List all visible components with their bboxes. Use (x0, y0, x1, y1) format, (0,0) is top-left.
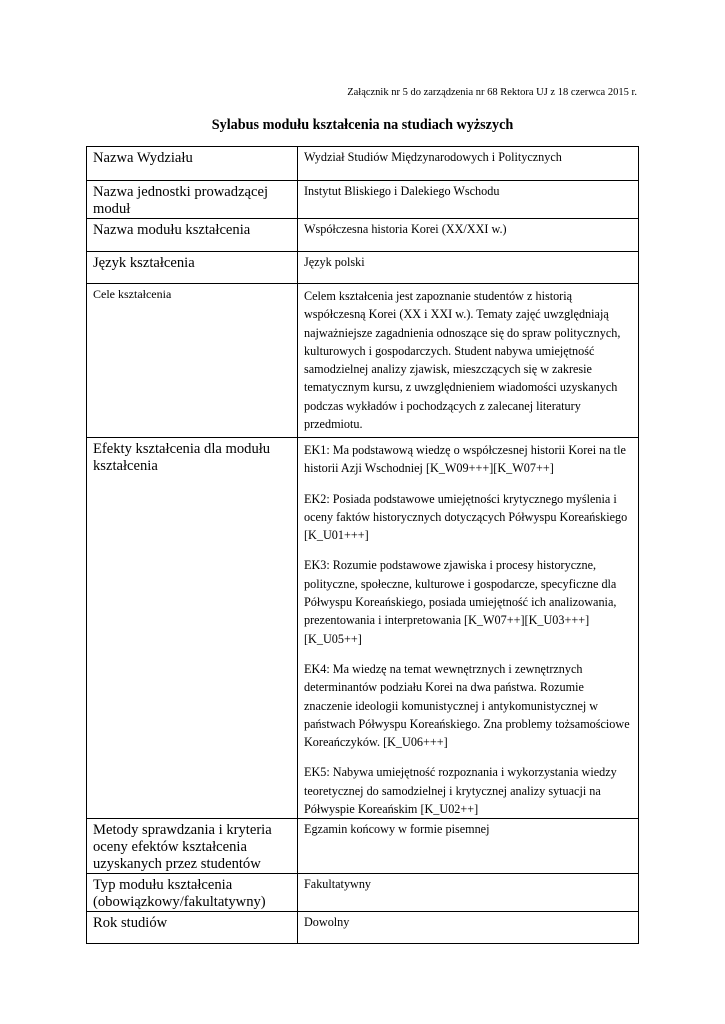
annex-note: Załącznik nr 5 do zarządzenia nr 68 Rektora UJ z 18 czerwca 2015 r. (347, 87, 637, 98)
value-outcomes (298, 438, 639, 819)
syllabus-table (86, 146, 639, 944)
value-assessment: Egzamin końcowy w formie pisemnej (298, 819, 639, 874)
row-assessment (87, 819, 639, 874)
label-unit: Nazwa jednostki prowadzącej moduł (87, 181, 298, 219)
label-faculty: Nazwa Wydziału (87, 147, 298, 181)
label-module: Nazwa modułu kształcenia (87, 219, 298, 252)
label-assessment: Metody sprawdzania i kryteria oceny efektów kształcenia uzyskanych przez studentów (87, 819, 298, 874)
outcome-item: EK4: Ma wiedzę na temat wewnętrznych i zewnętrznych determinantów podziału Korei na dwa państwa. Rozumie znaczenie ideologii komunistycznej i antykomunistycznej w państwach Półwyspu Koreańskiego. Zna problemy tożsamościowe Koreańczyków. [K_U06+++] (304, 661, 630, 750)
label-type: Typ modułu kształcenia (obowiązkowy/fakultatywny) (87, 874, 298, 912)
document-title: Sylabus modułu kształcenia na studiach wyższych (211, 117, 514, 133)
outcome-item: EK2: Posiada podstawowe umiejętności krytycznego myślenia i oceny faktów historycznych dotyczących Półwyspu Koreańskiego [K_U01+++] (304, 491, 628, 543)
value-module: Współczesna historia Korei (XX/XXI w.) (298, 219, 639, 252)
label-language: Język kształcenia (87, 252, 298, 284)
value-type: Fakultatywny (298, 874, 639, 912)
label-year: Rok studiów (87, 912, 298, 944)
value-year: Dowolny (298, 912, 639, 944)
value-language: Język polski (298, 252, 639, 284)
value-unit: Instytut Bliskiego i Dalekiego Wschodu (298, 181, 639, 219)
row-language (87, 252, 639, 284)
row-goals (87, 284, 639, 438)
row-outcomes (87, 438, 639, 819)
label-outcomes: Efekty kształcenia dla modułu kształcenia (87, 438, 298, 819)
row-faculty (87, 147, 639, 181)
row-unit (87, 181, 639, 219)
value-goals: Celem kształcenia jest zapoznanie studentów z historią współczesną Korei (XX i XXI w.). Tematy zajęć uwzględniają najważniejsze zagadnienia odnoszące się do spraw politycznych, kulturowych i gospodarczych. Student nabywa umiejętność samodzielnej analizy zjawisk, mieszczących się w zakresie tematycznym kursu, z uwzględnieniem wiadomości uzyskanych podczas wykładów i pochodzących z zalecanej literatury przedmiotu. (298, 284, 639, 438)
outcome-item: EK1: Ma podstawową wiedzę o współczesnej historii Korei na tle historii Azji Wschodniej [K_W09+++][K_W07++] (304, 443, 626, 476)
outcome-item: EK5: Nabywa umiejętność rozpoznania i wykorzystania wiedzy teoretycznej do samodzielnej i krytycznej analizy sytuacji na Półwyspie Koreańskim [K_U02++] (304, 765, 617, 817)
row-year (87, 912, 639, 944)
label-goals: Cele kształcenia (87, 284, 298, 438)
value-faculty: Wydział Studiów Międzynarodowych i Politycznych (298, 147, 639, 181)
row-type (87, 874, 639, 912)
outcome-item: EK3: Rozumie podstawowe zjawiska i procesy historyczne, polityczne, społeczne, kulturowe i gospodarcze, specyficzne dla Półwyspu Koreańskiego, posiada umiejętność ich analizowania, prezentowania i interpretowania [K_W07++][K_U03+++][K_U05++] (304, 558, 617, 646)
row-module (87, 219, 639, 252)
